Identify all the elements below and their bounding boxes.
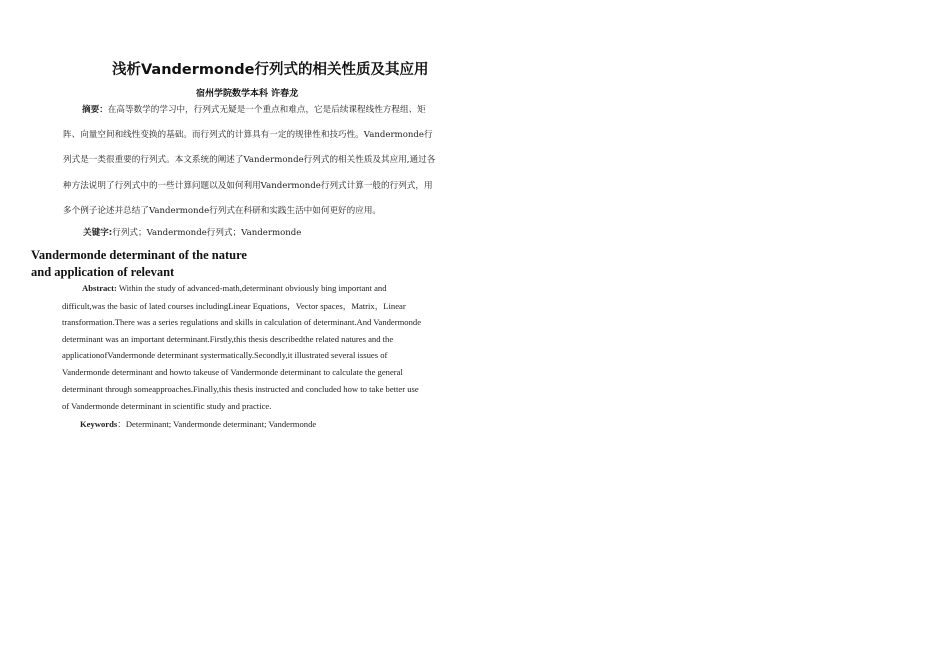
english-abstract-line: of Vandermonde determinant in scientific study and practice.	[62, 401, 272, 411]
chinese-abstract-line	[82, 103, 426, 115]
chinese-abstract-line: 多个例子论述并总结了Vandermonde行列式在科研和实践生活中如何更好的应用。	[63, 206, 382, 216]
chinese-abstract-line: 种方法说明了行列式中的一些计算问题以及如何利用Vandermonde行列式计算一般的行列式，用	[63, 181, 433, 191]
chinese-keywords-label: 关键字:	[83, 228, 113, 238]
chinese-abstract-label: 摘要：	[82, 105, 108, 115]
chinese-abstract-line: 阵、向量空间和线性变换的基础。而行列式的计算具有一定的规律性和技巧性。Vandermonde行	[63, 130, 433, 140]
english-title-line: Vandermonde determinant of the nature	[31, 248, 247, 262]
chinese-abstract-line: 列式是一类很重要的行列式。本文系统的阐述了Vandermonde行列式的相关性质及其应用,通过各	[63, 155, 436, 165]
english-abstract-line: applicationofVandermonde determinant systermatically.Secondly,it illustrated several issues of	[62, 350, 388, 360]
chinese-keywords-text: 行列式；Vandermonde行列式；Vandermonde	[112, 228, 302, 238]
english-abstract-text: Within the study of advanced-math,determinant obviously bing important and	[116, 283, 387, 293]
english-abstract-line: transformation.There was a series regulations and skills in calculation of determinant.And Vandermonde	[62, 317, 422, 327]
english-abstract-label: Abstract:	[82, 283, 117, 293]
english-abstract-line: difficult,was the basic of lated courses includingLinear Equations，Vector spaces，Matrix，Linear	[62, 301, 406, 311]
english-abstract-line: determinant was an important determinant.Firstly,this thesis describedthe related natures and the	[62, 334, 394, 344]
english-abstract-line: Vandermonde determinant and howto takeuse of Vandermonde determinant to calculate the general	[62, 367, 403, 377]
chinese-keywords	[83, 226, 301, 238]
chinese-title: 浅析Vandermonde行列式的相关性质及其应用	[112, 62, 429, 78]
english-keywords	[80, 418, 316, 430]
english-title	[31, 247, 291, 281]
english-title-line: and application of relevant	[31, 265, 175, 279]
english-keywords-label: Keywords	[80, 419, 118, 429]
english-keywords-text: ：Determinant; Vandermonde determinant; Vandermonde	[117, 419, 317, 429]
english-abstract-line	[82, 283, 387, 293]
chinese-abstract-text: 在高等数学的学习中，行列式无疑是一个重点和难点，它是后续课程线性方程组、矩	[107, 105, 426, 115]
english-abstract-line: determinant through someapproaches.Finally,this thesis instructed and concluded how to take better use	[62, 384, 419, 394]
chinese-author: 宿州学院数学本科 许春龙	[196, 89, 299, 99]
